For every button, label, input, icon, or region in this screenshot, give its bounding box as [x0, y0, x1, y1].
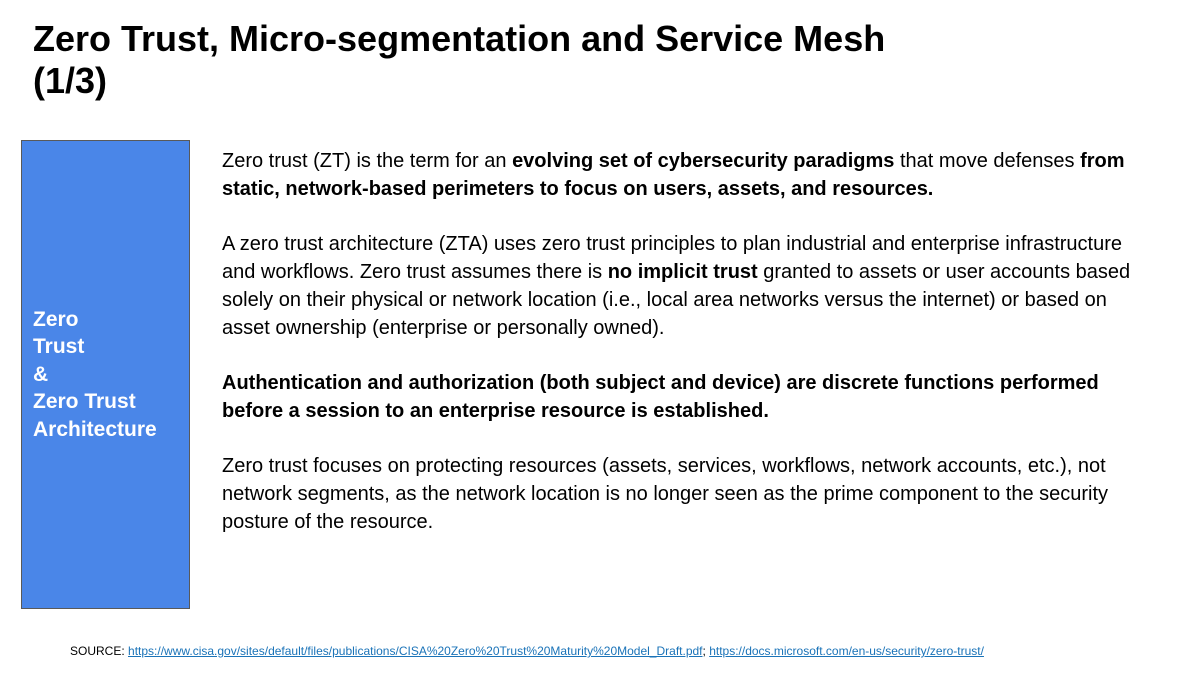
p1-text-a: Zero trust (ZT) is the term for an: [222, 150, 513, 172]
p4-text-a: Zero trust focuses on protecting resources (assets, services, workflows, network accounts, etc.), not network segments, as the network location is no longer seen as the prime component to the security posture of the resource.: [222, 455, 1109, 533]
paragraph-zta: [222, 230, 1142, 342]
p2-text-c: granted to assets or user accounts based solely on their physical or network location (i.e., local area networks versus the internet) or based on asset ownership (enterprise or personally owned).: [222, 261, 1131, 339]
slide-title-line-2: (1/3): [33, 60, 108, 101]
topic-box-line-2: Trust: [33, 335, 85, 359]
paragraph-zero-trust-definition: [222, 147, 1142, 203]
topic-box: [21, 140, 190, 609]
topic-box-label: [33, 306, 157, 444]
topic-box-line-4: Zero Trust: [33, 390, 136, 414]
p1-bold-b: evolving set of cybersecurity paradigms: [512, 150, 895, 172]
p2-text-a: A zero trust architecture (ZTA) uses zero trust principles to plan industrial and enterprise infrastructure and workflows. Zero trust assumes there is: [222, 233, 1123, 283]
paragraph-resources: [222, 452, 1142, 536]
source-citation: [70, 643, 984, 659]
p2-bold-b: no implicit trust: [607, 261, 758, 283]
slide-title: [33, 18, 1033, 102]
source-label: SOURCE:: [70, 644, 129, 658]
paragraph-authentication: [222, 369, 1142, 425]
slide-title-line-1: Zero Trust, Micro-segmentation and Service Mesh: [33, 18, 886, 59]
source-separator: ;: [702, 644, 710, 658]
topic-box-line-1: Zero: [33, 307, 79, 331]
topic-box-line-3: &: [33, 362, 49, 386]
source-link-microsoft[interactable]: https://docs.microsoft.com/en-us/security/zero-trust/: [709, 644, 984, 658]
source-link-cisa[interactable]: https://www.cisa.gov/sites/default/files/publications/CISA%20Zero%20Trust%20Maturity%20Model_Draft.pdf: [128, 644, 703, 658]
topic-box-line-5: Architecture: [33, 417, 157, 441]
p1-bold-d: from static, network-based perimeters to focus on users, assets, and resources.: [222, 150, 1125, 200]
body-text: [222, 147, 1142, 536]
p3-bold-a: Authentication and authorization (both subject and device) are discrete functions performed before a session to an enterprise resource is established.: [222, 372, 1099, 422]
p1-text-c: that move defenses: [894, 150, 1081, 172]
